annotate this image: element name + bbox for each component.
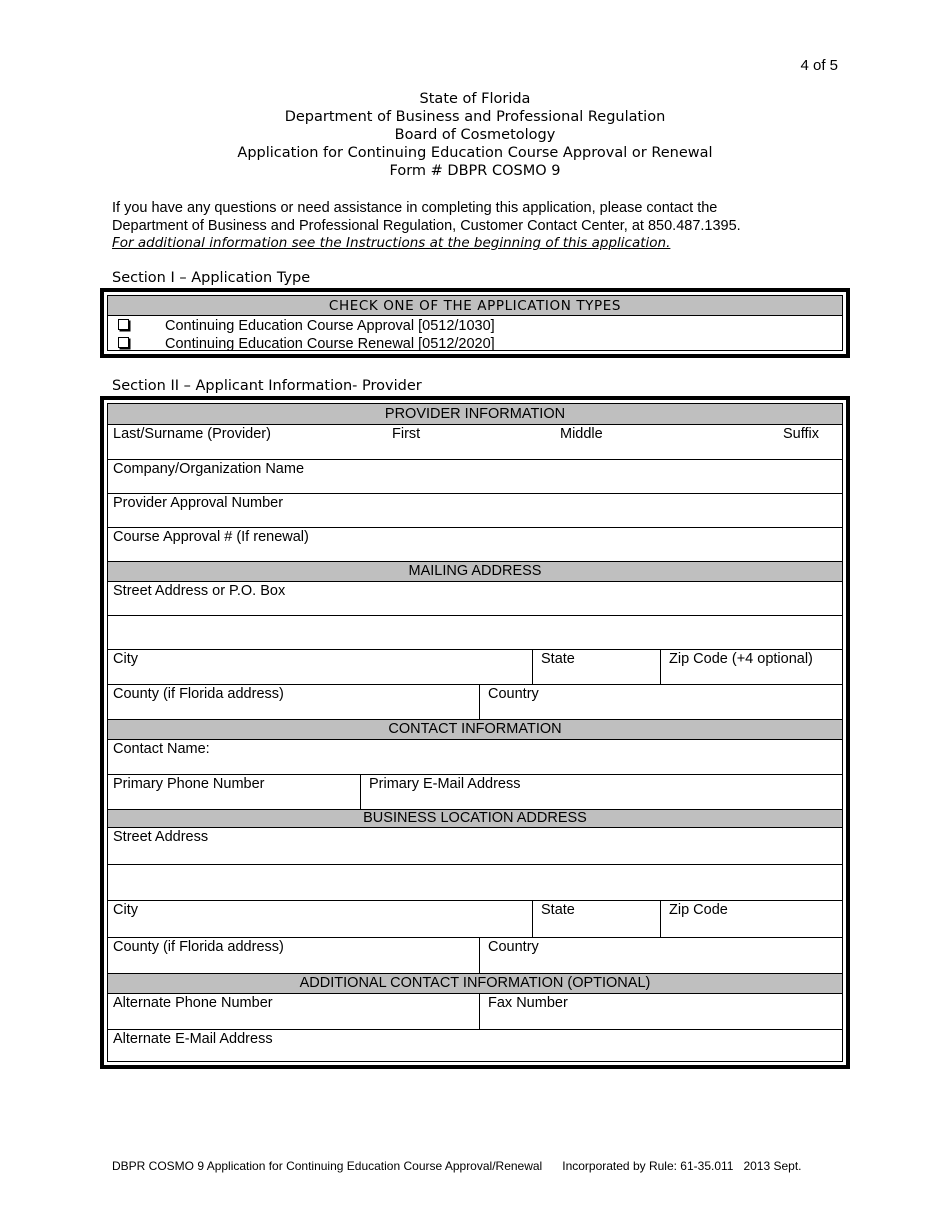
mailing-street-line-2-field[interactable] (108, 615, 842, 649)
business-street-label: Street Address (113, 829, 209, 845)
mailing-state-field[interactable] (532, 650, 660, 684)
option-course-approval[interactable] (118, 318, 495, 334)
mailing-city-state-zip-row (108, 649, 842, 684)
business-street-line-2-field[interactable] (108, 864, 842, 900)
contact-phone-email-row (108, 774, 842, 809)
course-approval-number-field[interactable] (108, 527, 842, 561)
business-county-field[interactable] (108, 938, 479, 973)
mailing-city-field[interactable] (108, 650, 532, 684)
intro-line-2: Department of Business and Professional Regulation, Customer Contact Center, at 850.487.1395. (112, 217, 741, 234)
section-1-box (100, 288, 850, 358)
mailing-street-field[interactable] (108, 581, 842, 615)
last-name-label: Last/Surname (Provider) (113, 426, 271, 442)
primary-phone-field[interactable] (108, 775, 360, 809)
mailing-city-label: City (113, 651, 138, 667)
business-zip-field[interactable] (660, 901, 842, 937)
header-state: State of Florida (419, 91, 531, 107)
header-department: Department of Business and Professional Regulation (284, 109, 666, 125)
header-form-number: Form # DBPR COSMO 9 (389, 163, 561, 179)
business-state-label: State (541, 902, 575, 918)
provider-name-row[interactable] (108, 424, 842, 459)
business-city-label: City (113, 902, 138, 918)
intro-text (112, 200, 741, 253)
provider-approval-number-field[interactable] (108, 493, 842, 527)
provider-information-band: PROVIDER INFORMATION (108, 404, 842, 424)
contact-information-band: CONTACT INFORMATION (108, 719, 842, 739)
alternate-email-field[interactable] (108, 1029, 842, 1061)
mailing-street-label: Street Address or P.O. Box (113, 583, 286, 599)
page-footer: DBPR COSMO 9 Application for Continuing Education Course Approval/Renewal Incorporated by Rule: 61-35.011 2013 Sept. (112, 1159, 802, 1173)
contact-name-label: Contact Name: (113, 741, 210, 757)
company-name-field[interactable] (108, 459, 842, 493)
fax-number-label: Fax Number (488, 995, 568, 1011)
page-number: 4 of 5 (800, 57, 838, 74)
business-county-label: County (if Florida address) (113, 939, 284, 955)
intro-instructions-note: For additional information see the Instructions at the beginning of this application. (112, 235, 671, 251)
business-city-field[interactable] (108, 901, 532, 937)
provider-approval-number-label: Provider Approval Number (113, 495, 284, 511)
primary-phone-label: Primary Phone Number (113, 776, 265, 792)
section-2-box (100, 396, 850, 1069)
mailing-zip-label: Zip Code (+4 optional) (669, 651, 813, 667)
primary-email-field[interactable] (360, 775, 842, 809)
business-city-state-zip-row (108, 900, 842, 937)
mailing-county-country-row (108, 684, 842, 719)
option-label: Continuing Education Course Approval [0512/1030] (165, 318, 495, 334)
first-name-label: First (392, 426, 421, 442)
option-course-renewal[interactable] (118, 336, 495, 352)
mailing-state-label: State (541, 651, 575, 667)
checkbox-icon[interactable] (118, 319, 129, 330)
mailing-country-label: Country (488, 686, 539, 702)
primary-email-label: Primary E-Mail Address (369, 776, 521, 792)
business-country-field[interactable] (479, 938, 842, 973)
company-name-label: Company/Organization Name (113, 461, 305, 477)
mailing-address-band: MAILING ADDRESS (108, 561, 842, 581)
header-board: Board of Cosmetology (394, 127, 556, 143)
mailing-zip-field[interactable] (660, 650, 842, 684)
suffix-label: Suffix (783, 426, 820, 442)
checkbox-icon[interactable] (118, 337, 129, 348)
business-country-label: Country (488, 939, 539, 955)
middle-name-label: Middle (560, 426, 603, 442)
alternate-phone-fax-row (108, 993, 842, 1029)
business-county-country-row (108, 937, 842, 973)
alternate-phone-field[interactable] (108, 994, 479, 1029)
option-label: Continuing Education Course Renewal [0512/2020] (165, 336, 495, 352)
course-approval-number-label: Course Approval # (If renewal) (113, 529, 309, 545)
mailing-county-label: County (if Florida address) (113, 686, 284, 702)
mailing-country-field[interactable] (479, 685, 842, 719)
section-2-title: Section II – Applicant Information- Provider (112, 378, 422, 394)
section-1-title: Section I – Application Type (112, 270, 311, 286)
application-types-band: CHECK ONE OF THE APPLICATION TYPES (108, 296, 842, 316)
alternate-email-label: Alternate E-Mail Address (113, 1031, 273, 1047)
fax-number-field[interactable] (479, 994, 842, 1029)
mailing-county-field[interactable] (108, 685, 479, 719)
alternate-phone-label: Alternate Phone Number (113, 995, 273, 1011)
intro-line-1: If you have any questions or need assistance in completing this application, please contact the (112, 200, 718, 216)
form-header (0, 90, 950, 180)
contact-name-field[interactable] (108, 739, 842, 774)
header-application-title: Application for Continuing Education Course Approval or Renewal (237, 145, 713, 161)
business-location-band: BUSINESS LOCATION ADDRESS (108, 809, 842, 827)
additional-contact-band: ADDITIONAL CONTACT INFORMATION (OPTIONAL) (108, 973, 842, 993)
business-street-field[interactable] (108, 827, 842, 864)
business-zip-label: Zip Code (669, 902, 728, 918)
business-state-field[interactable] (532, 901, 660, 937)
